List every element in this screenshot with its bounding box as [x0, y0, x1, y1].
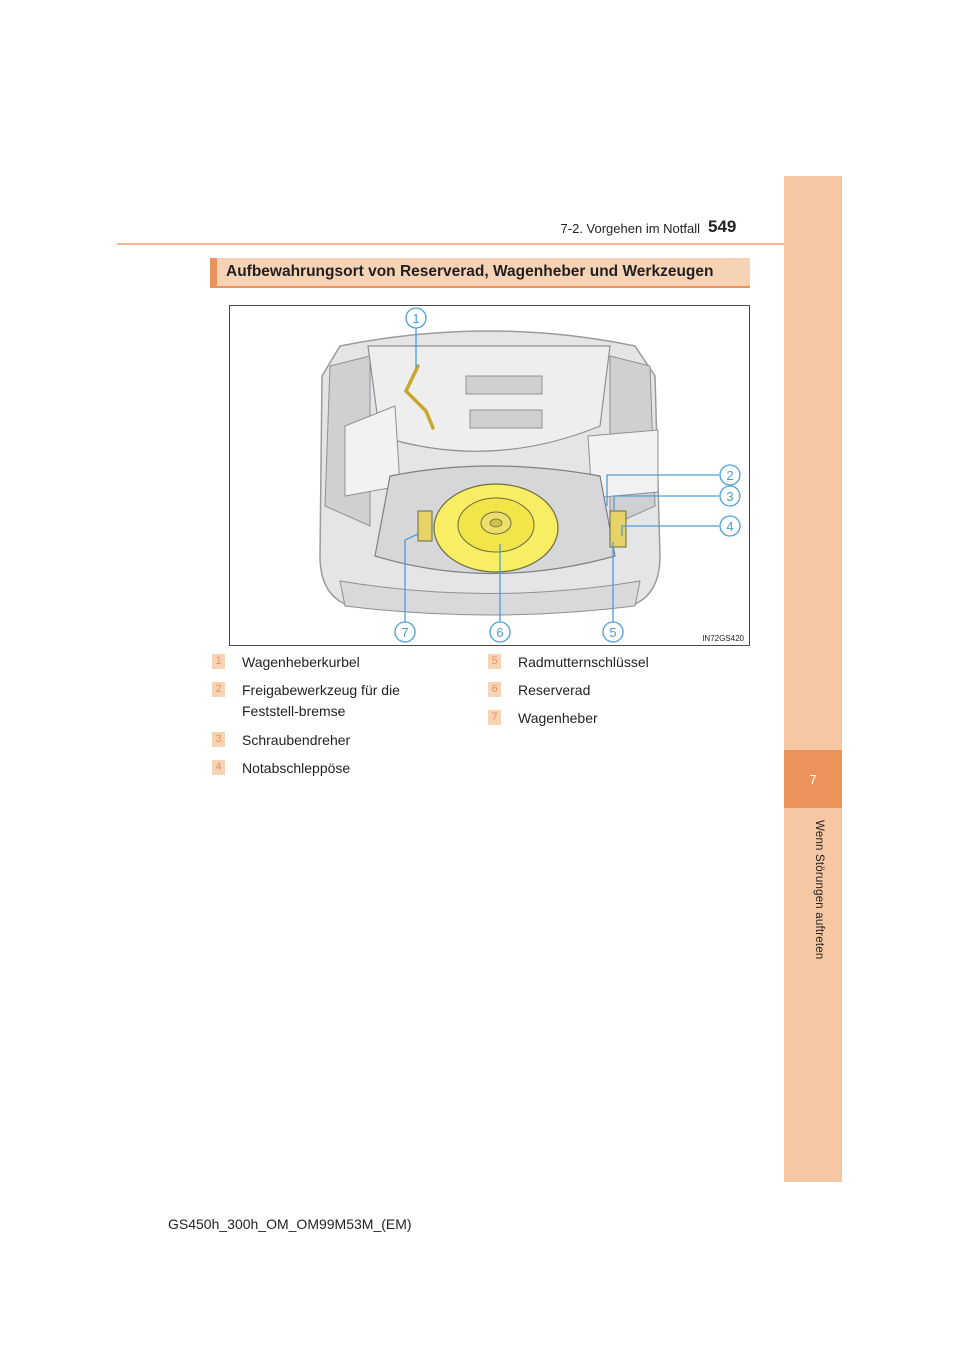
section-heading-text: Aufbewahrungsort von Reserverad, Wagenheber und Werkzeugen: [226, 263, 714, 280]
callout-7: 7: [401, 625, 409, 640]
legend-number: 4: [212, 760, 225, 775]
callout-6: 6: [496, 625, 504, 640]
legend-number: 5: [488, 654, 501, 669]
legend-item: [212, 730, 462, 752]
figure-code: IN72GS420: [702, 634, 744, 643]
trunk-illustration: [229, 305, 750, 646]
legend-label: Radmutternschlüssel: [518, 654, 649, 670]
legend-number: 7: [488, 710, 501, 725]
legend-label: Schraubendreher: [242, 732, 351, 748]
legend-item: [212, 758, 462, 780]
legend-item: [212, 652, 462, 674]
legend-number: 1: [212, 654, 225, 669]
callout-4: 4: [726, 519, 734, 534]
callout-3: 3: [726, 489, 734, 504]
footer-code: GS450h_300h_OM_OM99M53M_(EM): [168, 1216, 412, 1232]
legend-item: [488, 652, 738, 674]
chapter-title: Wenn Störungen auftreten: [813, 820, 825, 960]
legend-item: [488, 680, 738, 702]
callout-2: 2: [726, 468, 734, 483]
legend-label: Reserverad: [518, 682, 591, 698]
header-rule: [117, 243, 784, 245]
header-section: 7-2. Vorgehen im Notfall: [560, 221, 700, 236]
trunk-drawing: [230, 306, 751, 647]
legend-number: 3: [212, 732, 225, 747]
legend-number: 2: [212, 682, 225, 697]
callout-5: 5: [609, 625, 617, 640]
page-number: 549: [708, 217, 737, 236]
legend-label: Notabschleppöse: [242, 760, 351, 776]
legend-label: Wagenheber: [518, 710, 598, 726]
legend-item: [488, 708, 738, 730]
legend-number: 6: [488, 682, 501, 697]
callout-1: 1: [412, 311, 420, 326]
legend-item: [212, 680, 462, 724]
section-heading: [210, 258, 750, 286]
legend-label: Freigabewerkzeug für die Feststell-bremse: [242, 682, 400, 719]
legend-label: Wagenheberkurbel: [242, 654, 360, 670]
chapter-number: 7: [784, 750, 842, 808]
